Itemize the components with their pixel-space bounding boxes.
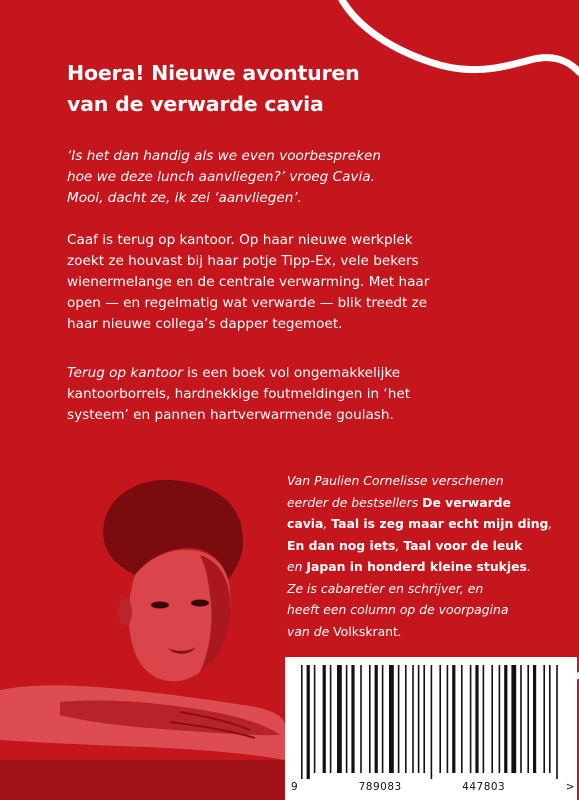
barcode-bar xyxy=(418,665,420,773)
paragraph1-line-4: open — en regelmatig wat verwarde — blik treedt ze xyxy=(67,295,428,311)
author-line-3-a: cavia xyxy=(287,516,324,531)
author-line-6: Ze is cabaretier en schrijver, en xyxy=(287,580,484,596)
author-line-3-b: , xyxy=(323,516,332,531)
barcode-bar xyxy=(483,665,485,773)
barcode-bar xyxy=(351,665,354,773)
author-line-2-b: De verwarde xyxy=(422,494,511,510)
blurb-paragraph-2 xyxy=(67,363,537,426)
barcode-bar xyxy=(301,665,303,779)
paragraph2-line-3: systeem’ en pannen hartverwarmende goulash. xyxy=(67,407,394,423)
book-title: Terug op kantoor xyxy=(67,365,183,381)
paragraph1-line-5: haar nieuwe collega’s dapper tegemoet. xyxy=(67,316,343,332)
barcode-bar xyxy=(330,665,332,773)
barcode-bar xyxy=(360,665,362,773)
paragraph1-line-3: wienermelange en de centrale verwarming. Met haar xyxy=(67,274,430,290)
barcode-bar xyxy=(491,665,493,773)
paragraph1-line-1: Caaf is terug op kantoor. Op haar nieuwe werkplek xyxy=(67,232,413,248)
barcode-bar xyxy=(461,665,463,773)
author-portrait xyxy=(0,480,285,800)
author-line-4-b: , xyxy=(395,537,404,553)
intro-line-1: ‘Is het dan handig als we even voorbespreken xyxy=(67,148,381,164)
barcode-digit-prefix: 9 xyxy=(291,781,299,793)
barcode-bar xyxy=(447,665,449,773)
barcode-bar xyxy=(323,665,326,773)
barcode-bar xyxy=(307,665,310,779)
blurb-paragraph-1 xyxy=(67,230,537,335)
author-line-7: heeft een column op de voorpagina xyxy=(287,602,509,617)
barcode-bar xyxy=(520,665,522,773)
barcode-bar xyxy=(412,665,414,773)
barcode-digit-group-2: 447803 xyxy=(462,781,506,793)
barcode-bar xyxy=(398,665,400,773)
author-line-8-c: . xyxy=(397,623,402,639)
author-line-5-a: en xyxy=(287,559,307,574)
headline-line-2: van de verwarde cavia xyxy=(67,92,324,116)
author-line-4-c: Taal voor de leuk xyxy=(403,537,523,553)
barcode-bar xyxy=(543,665,545,773)
barcode-bar xyxy=(504,665,507,773)
author-line-8 xyxy=(287,621,557,643)
barcode-bar xyxy=(369,665,371,773)
author-line-4-a: En dan nog iets xyxy=(287,537,396,553)
barcode-bar xyxy=(423,665,425,773)
barcode-bar xyxy=(375,665,378,773)
barcode-bar xyxy=(439,665,441,773)
barcode-bar xyxy=(511,665,516,773)
intro-quote xyxy=(67,146,537,209)
paragraph2-line-1 xyxy=(67,363,537,384)
barcode-bar xyxy=(314,665,316,773)
barcode-bar xyxy=(382,665,384,773)
paragraph2-line-1-rest: is een boek vol ongemakkelijke xyxy=(182,365,401,381)
author-line-3 xyxy=(287,513,557,535)
barcode-bar xyxy=(405,665,407,773)
barcode-bar xyxy=(556,665,558,779)
author-line-1: Van Paulien Cornelisse verschenen xyxy=(287,473,504,488)
author-line-8-b: Volkskrant xyxy=(333,623,398,639)
isbn-barcode xyxy=(285,657,577,800)
author-line-5 xyxy=(287,556,557,578)
barcode-bar xyxy=(470,665,472,773)
author-line-3-d: , xyxy=(548,516,553,531)
back-cover-headline xyxy=(67,58,527,120)
author-line-5-b: Japan in honderd kleine stukjes xyxy=(306,559,527,574)
author-bio xyxy=(287,470,557,642)
barcode-bar xyxy=(346,665,348,773)
author-line-3-c: Taal is zeg maar echt mijn ding xyxy=(331,516,549,531)
barcode-bar xyxy=(527,665,529,773)
barcode-bar xyxy=(533,665,536,773)
barcode-digit-group-1: 789083 xyxy=(358,781,402,793)
barcode-bar xyxy=(389,665,394,773)
barcode-bar xyxy=(499,665,501,773)
barcode-digits xyxy=(285,781,577,793)
paragraph2-line-2: kantoorborrels, hardnekkige foutmeldingen in ‘het xyxy=(67,386,411,402)
author-line-2 xyxy=(287,492,557,514)
barcode-bars xyxy=(285,657,577,781)
paragraph1-line-2: zoekt ze houvast bij haar potje Tipp-Ex, vele bekers xyxy=(67,253,419,269)
headline-line-1: Hoera! Nieuwe avonturen xyxy=(67,61,360,85)
barcode-bar xyxy=(452,665,455,773)
author-line-2-a: eerder de bestsellers xyxy=(287,494,423,510)
intro-line-3: Mooi, dacht ze, ik zei ‘aanvliegen’. xyxy=(67,190,302,206)
barcode-bar xyxy=(431,665,433,779)
barcode-bar xyxy=(549,665,551,773)
barcode-bar xyxy=(475,665,478,773)
intro-line-2: hoe we deze lunch aanvliegen?’ vroeg Cavia. xyxy=(67,169,375,185)
author-line-4 xyxy=(287,535,557,557)
author-line-8-a: van de xyxy=(287,623,334,639)
barcode-quiet-zone-marker: > xyxy=(565,781,575,793)
author-line-5-c: . xyxy=(526,559,531,574)
barcode-bar xyxy=(337,665,342,773)
